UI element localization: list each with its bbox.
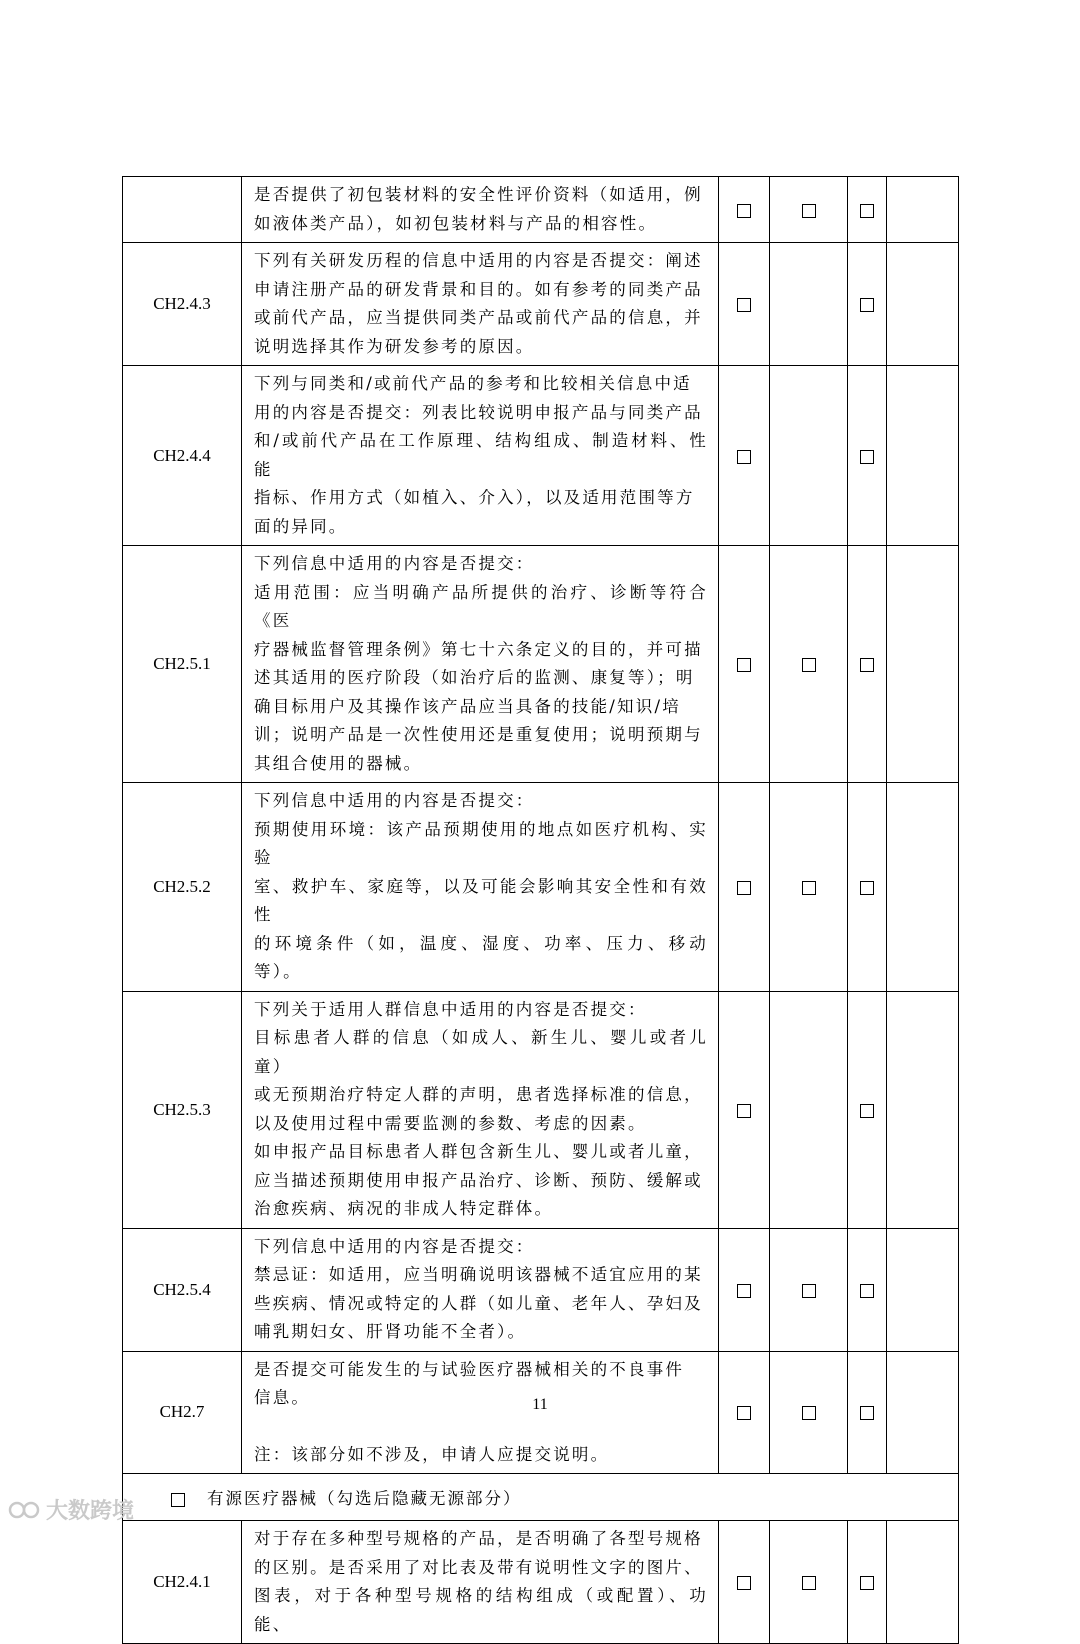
description-line: 下列与同类和/或前代产品的参考和比较相关信息中适 [254, 374, 692, 393]
check-cell-3 [848, 546, 887, 783]
description-line: 注：该部分如不涉及，申请人应提交说明。 [254, 1444, 610, 1464]
description-line: 申请注册产品的研发背景和目的。如有参考的同类产品 [254, 279, 703, 299]
table-row [123, 177, 959, 243]
checkbox[interactable] [860, 450, 874, 464]
remarks-cell [887, 783, 959, 992]
checkbox[interactable] [737, 1104, 751, 1118]
description-line: 用的内容是否提交：列表比较说明申报产品与同类产品 [254, 402, 703, 422]
description-line: 下列信息中适用的内容是否提交： [254, 791, 535, 810]
check-cell-3 [848, 243, 887, 366]
description-line: 治愈疾病、病况的非成人特定群体。 [254, 1199, 554, 1218]
checkbox[interactable] [860, 204, 874, 218]
description-line: 下列有关研发历程的信息中适用的内容是否提交：阐述 [254, 251, 703, 270]
description-line: 说明选择其作为研发参考的原因。 [254, 336, 535, 356]
description-line: 疗器械监督管理条例》第七十六条定义的目的，并可描 [254, 639, 703, 659]
table-row [123, 1521, 959, 1644]
checkbox[interactable] [737, 658, 751, 672]
checkbox[interactable] [860, 1284, 874, 1298]
description-line: 或前代产品，应当提供同类产品或前代产品的信息，并 [254, 308, 703, 327]
item-description [242, 991, 719, 1228]
checkbox[interactable] [737, 450, 751, 464]
description-line: 哺乳期妇女、肝肾功能不全者）。 [254, 1322, 527, 1341]
checkbox[interactable] [737, 204, 751, 218]
remarks-cell [887, 243, 959, 366]
check-cell-1 [719, 1521, 770, 1644]
checkbox[interactable] [860, 881, 874, 895]
watermark-logo-icon [8, 1499, 42, 1521]
description-line: 训；说明产品是一次性使用还是重复使用；说明预期与 [254, 725, 703, 744]
table-row [123, 1228, 959, 1351]
check-cell-2 [770, 366, 848, 546]
section-checkbox[interactable] [171, 1493, 185, 1507]
watermark-text: 大数跨境 [46, 1499, 135, 1524]
checkbox[interactable] [860, 1576, 874, 1590]
checklist-body [123, 177, 959, 1644]
remarks-cell [887, 177, 959, 243]
item-description [242, 783, 719, 992]
table-row [123, 546, 959, 783]
checkbox[interactable] [802, 881, 816, 895]
item-description [242, 546, 719, 783]
checkbox[interactable] [802, 658, 816, 672]
description-line: 的环境条件（如，温度、湿度、功率、压力、移动等）。 [254, 933, 708, 981]
description-line: 预期使用环境：该产品预期使用的地点如医疗机构、实验 [254, 819, 708, 867]
item-description [242, 1228, 719, 1351]
item-code [123, 177, 242, 243]
description-line: 或无预期治疗特定人群的声明，患者选择标准的信息， [254, 1085, 703, 1104]
section-label: 有源医疗器械（勾选后隐藏无源部分） [207, 1489, 522, 1508]
description-line: 以及使用过程中需要监测的参数、考虑的因素。 [254, 1113, 647, 1133]
checkbox[interactable] [860, 658, 874, 672]
description-line: 其组合使用的器械。 [254, 753, 423, 773]
description-line: 下列信息中适用的内容是否提交： [254, 554, 535, 573]
description-line: 是否提交可能发生的与试验医疗器械相关的不良事件 [254, 1359, 685, 1379]
checkbox[interactable] [737, 881, 751, 895]
check-cell-1 [719, 366, 770, 546]
item-description [242, 177, 719, 243]
section-cell [123, 1474, 959, 1521]
checkbox[interactable] [802, 1284, 816, 1298]
checkbox[interactable] [860, 298, 874, 312]
remarks-cell [887, 991, 959, 1228]
description-line: 图表，对于各种型号规格的结构组成（或配置）、功能、 [254, 1586, 708, 1634]
item-description [242, 366, 719, 546]
check-cell-2 [770, 991, 848, 1228]
check-cell-1 [719, 546, 770, 783]
check-cell-2 [770, 783, 848, 992]
description-line [254, 1413, 708, 1441]
description-line: 指标、作用方式（如植入、介入），以及适用范围等方 [254, 488, 695, 507]
checkbox[interactable] [860, 1104, 874, 1118]
description-line: 下列信息中适用的内容是否提交： [254, 1236, 535, 1256]
description-line: 述其适用的医疗阶段（如治疗后的监测、康复等）；明 [254, 668, 695, 687]
check-cell-2 [770, 1521, 848, 1644]
checkbox[interactable] [737, 1284, 751, 1298]
item-code: CH2.5.3 [123, 991, 242, 1228]
description-line: 的区别。是否采用了对比表及带有说明性文字的图片、 [254, 1557, 703, 1577]
description-line: 面的异同。 [254, 516, 348, 536]
item-code: CH2.7 [123, 1351, 242, 1474]
remarks-cell [887, 1521, 959, 1644]
checklist-table [122, 176, 959, 1644]
description-line: 信息。 [254, 1388, 311, 1407]
check-cell-2 [770, 1228, 848, 1351]
item-code: CH2.5.4 [123, 1228, 242, 1351]
item-description [242, 1521, 719, 1644]
remarks-cell [887, 366, 959, 546]
item-code: CH2.4.1 [123, 1521, 242, 1644]
check-cell-1 [719, 991, 770, 1228]
description-line: 室、救护车、家庭等，以及可能会影响其安全性和有效性 [254, 876, 708, 924]
table-row [123, 243, 959, 366]
item-code: CH2.4.3 [123, 243, 242, 366]
checkbox[interactable] [737, 298, 751, 312]
item-code: CH2.5.1 [123, 546, 242, 783]
item-code: CH2.5.2 [123, 783, 242, 992]
description-line: 目标患者人群的信息（如成人、新生儿、婴儿或者儿童） [254, 1028, 708, 1076]
check-cell-1 [719, 783, 770, 992]
remarks-cell [887, 546, 959, 783]
table-row [123, 991, 959, 1228]
item-description [242, 243, 719, 366]
description-line: 对于存在多种型号规格的产品，是否明确了各型号规格 [254, 1529, 703, 1548]
check-cell-1 [719, 243, 770, 366]
description-line: 确目标用户及其操作该产品应当具备的技能/知识/培 [254, 696, 681, 716]
checkbox[interactable] [802, 1576, 816, 1590]
check-cell-3 [848, 783, 887, 992]
check-cell-3 [848, 366, 887, 546]
check-cell-1 [719, 1228, 770, 1351]
check-cell-2 [770, 177, 848, 243]
checkbox[interactable] [802, 204, 816, 218]
watermark [8, 1494, 134, 1525]
section-row [123, 1474, 959, 1521]
description-line: 些疾病、情况或特定的人群（如儿童、老年人、孕妇及 [254, 1293, 703, 1313]
remarks-cell [887, 1228, 959, 1351]
description-line: 如液体类产品），如初包装材料与产品的相容性。 [254, 213, 658, 233]
table-row [123, 783, 959, 992]
description-line: 和/或前代产品在工作原理、结构组成、制造材料、性能 [254, 431, 708, 479]
description-line: 应当描述预期使用申报产品治疗、诊断、预防、缓解或 [254, 1170, 703, 1190]
check-cell-2 [770, 243, 848, 366]
check-cell-3 [848, 177, 887, 243]
table-row [123, 366, 959, 546]
description-line: 适用范围：应当明确产品所提供的治疗、诊断等符合《医 [254, 582, 708, 630]
item-code: CH2.4.4 [123, 366, 242, 546]
check-cell-3 [848, 1228, 887, 1351]
description-line: 如申报产品目标患者人群包含新生儿、婴儿或者儿童， [254, 1142, 703, 1161]
check-cell-2 [770, 546, 848, 783]
check-cell-1 [719, 177, 770, 243]
check-cell-3 [848, 1521, 887, 1644]
description-line: 是否提供了初包装材料的安全性评价资料（如适用，例 [254, 185, 703, 204]
page-number: 11 [532, 1396, 548, 1413]
check-cell-3 [848, 991, 887, 1228]
description-line: 禁忌证：如适用，应当明确说明该器械不适宜应用的某 [254, 1265, 703, 1284]
checkbox[interactable] [737, 1576, 751, 1590]
description-line: 下列关于适用人群信息中适用的内容是否提交： [254, 999, 647, 1019]
